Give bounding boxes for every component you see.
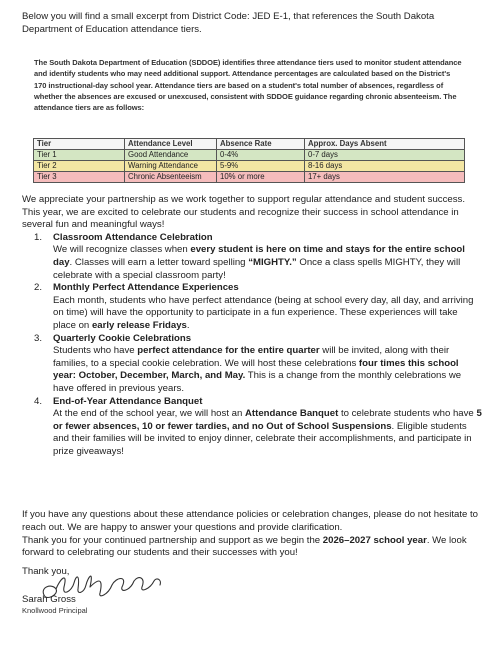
closing-section (22, 509, 482, 560)
intro-paragraph: Below you will find a small excerpt from District Code: JED E-1, that references the South Dakota Department of Education attendance tiers. (22, 11, 435, 35)
text-run: . (186, 319, 190, 331)
text-run: to celebrate students who have (338, 408, 477, 420)
list-item-description (53, 408, 482, 458)
signer-name: Sarah Gross (22, 594, 76, 605)
celebration-list (22, 232, 482, 459)
rate-cell: 5-9% (217, 161, 305, 172)
text-run: . We look forward to celebrating our students and their successes with you! (22, 534, 467, 559)
list-item (22, 232, 482, 282)
level-cell: Good Attendance (125, 150, 217, 161)
header-days: Approx. Days Absent (305, 139, 465, 150)
bold-text: every student is here on time and stays for the entire school day (53, 244, 465, 268)
text-run: We will recognize classes when (53, 244, 191, 256)
list-item-description (53, 295, 482, 333)
list-item-title: Classroom Attendance Celebration (53, 231, 213, 243)
signoff: Thank you, (22, 566, 70, 577)
list-item-description (53, 345, 482, 395)
tier-cell: Tier 1 (34, 150, 125, 161)
appreciation-paragraph: We appreciate your partnership as we work together to support regular attendance and student success. (22, 194, 465, 205)
thanks-paragraph (22, 535, 482, 561)
list-item-title: End-of-Year Attendance Banquet (53, 395, 203, 407)
letter-body (22, 194, 482, 458)
level-cell: Warning Attendance (125, 161, 217, 172)
list-item-title: Monthly Perfect Attendance Experiences (53, 282, 239, 294)
table-header-row (34, 139, 465, 150)
list-item (22, 333, 482, 396)
text-run: . Classes will earn a letter toward spelling (69, 256, 249, 268)
text-run: Students who have (53, 345, 138, 357)
attendance-tier-table (33, 138, 465, 183)
tier-cell: Tier 3 (34, 172, 125, 183)
bold-text: four times this school year: October, December, March, and May. (53, 357, 459, 382)
days-cell: 17+ days (305, 172, 465, 183)
list-number: 4. (34, 395, 43, 407)
header-tier: Tier (34, 139, 125, 150)
list-number: 3. (34, 332, 43, 344)
text-run: At the end of the school year, we will host an (53, 408, 245, 420)
text-run: will be invited, along with their families, to a special cookie celebration. We will host these celebrations (53, 345, 450, 369)
days-cell: 8-16 days (305, 161, 465, 172)
days-cell: 0-7 days (305, 150, 465, 161)
tier-cell: Tier 2 (34, 161, 125, 172)
rate-cell: 0-4% (217, 150, 305, 161)
celebration-intro-paragraph: This year, we are excited to celebrate our students and recognize their success in school attendance in several fun and meaningful ways! (22, 206, 459, 231)
signer-role: Knollwood Principal (22, 606, 88, 615)
table-row (34, 150, 465, 161)
header-rate: Absence Rate (217, 139, 305, 150)
questions-paragraph: If you have any questions about these attendance policies or celebration changes, please do not hesitate to reach out. We are happy to answer your questions and provide clarification. (22, 509, 479, 533)
text-run: Each month, students who have perfect attendance (being at school every day, all day, and arriving on time) will have the opportunity to participate in a fun experience. These experiences will take place on (53, 294, 474, 331)
policy-excerpt: The South Dakota Department of Education (SDDOE) identifies three attendance tiers used to monitor student attendance and identify students who may need additional support. Attendance percentages are calculated based on the District's 170 instructional-day school year. Attendance tiers are based on a student's total number of absences, regardless of whether the absences are excused or unexcused, consistent with SDDOE guidance regarding chronic absenteeism. The attendance tiers are as follows: (34, 58, 462, 113)
level-cell: Chronic Absenteeism (125, 172, 217, 183)
list-item (22, 396, 482, 459)
text-run: Thank you for your continued partnership and support as we begin the (22, 534, 323, 546)
school-year: 2026–2027 school year (322, 534, 427, 546)
list-item (22, 282, 482, 332)
list-number: 1. (34, 231, 43, 243)
list-number: 2. (34, 282, 43, 294)
list-item-description (53, 244, 482, 282)
table-row (34, 172, 465, 183)
rate-cell: 10% or more (217, 172, 305, 183)
text-run: This is a change from the monthly celebrations we have offered in previous years. (53, 370, 462, 394)
bold-text: early release Fridays (91, 319, 187, 331)
text-run: . Eligible students and their families will be invited to enjoy dinner, celebrate their accomplishments, and participate in prize giveaways! (53, 420, 472, 457)
text-run: Once a class spells MIGHTY, they will celebrate with a special classroom party! (53, 256, 461, 281)
header-level: Attendance Level (125, 139, 217, 150)
bold-text: “MIGHTY.” (248, 256, 297, 268)
bold-text: Attendance Banquet (245, 408, 339, 420)
bold-text: perfect attendance for the entire quarter (137, 345, 320, 357)
list-item-title: Quarterly Cookie Celebrations (53, 332, 192, 344)
bold-text: 5 or fewer absences, 10 or fewer tardies, and no Out of School Suspensions (53, 408, 482, 432)
table-row (34, 161, 465, 172)
